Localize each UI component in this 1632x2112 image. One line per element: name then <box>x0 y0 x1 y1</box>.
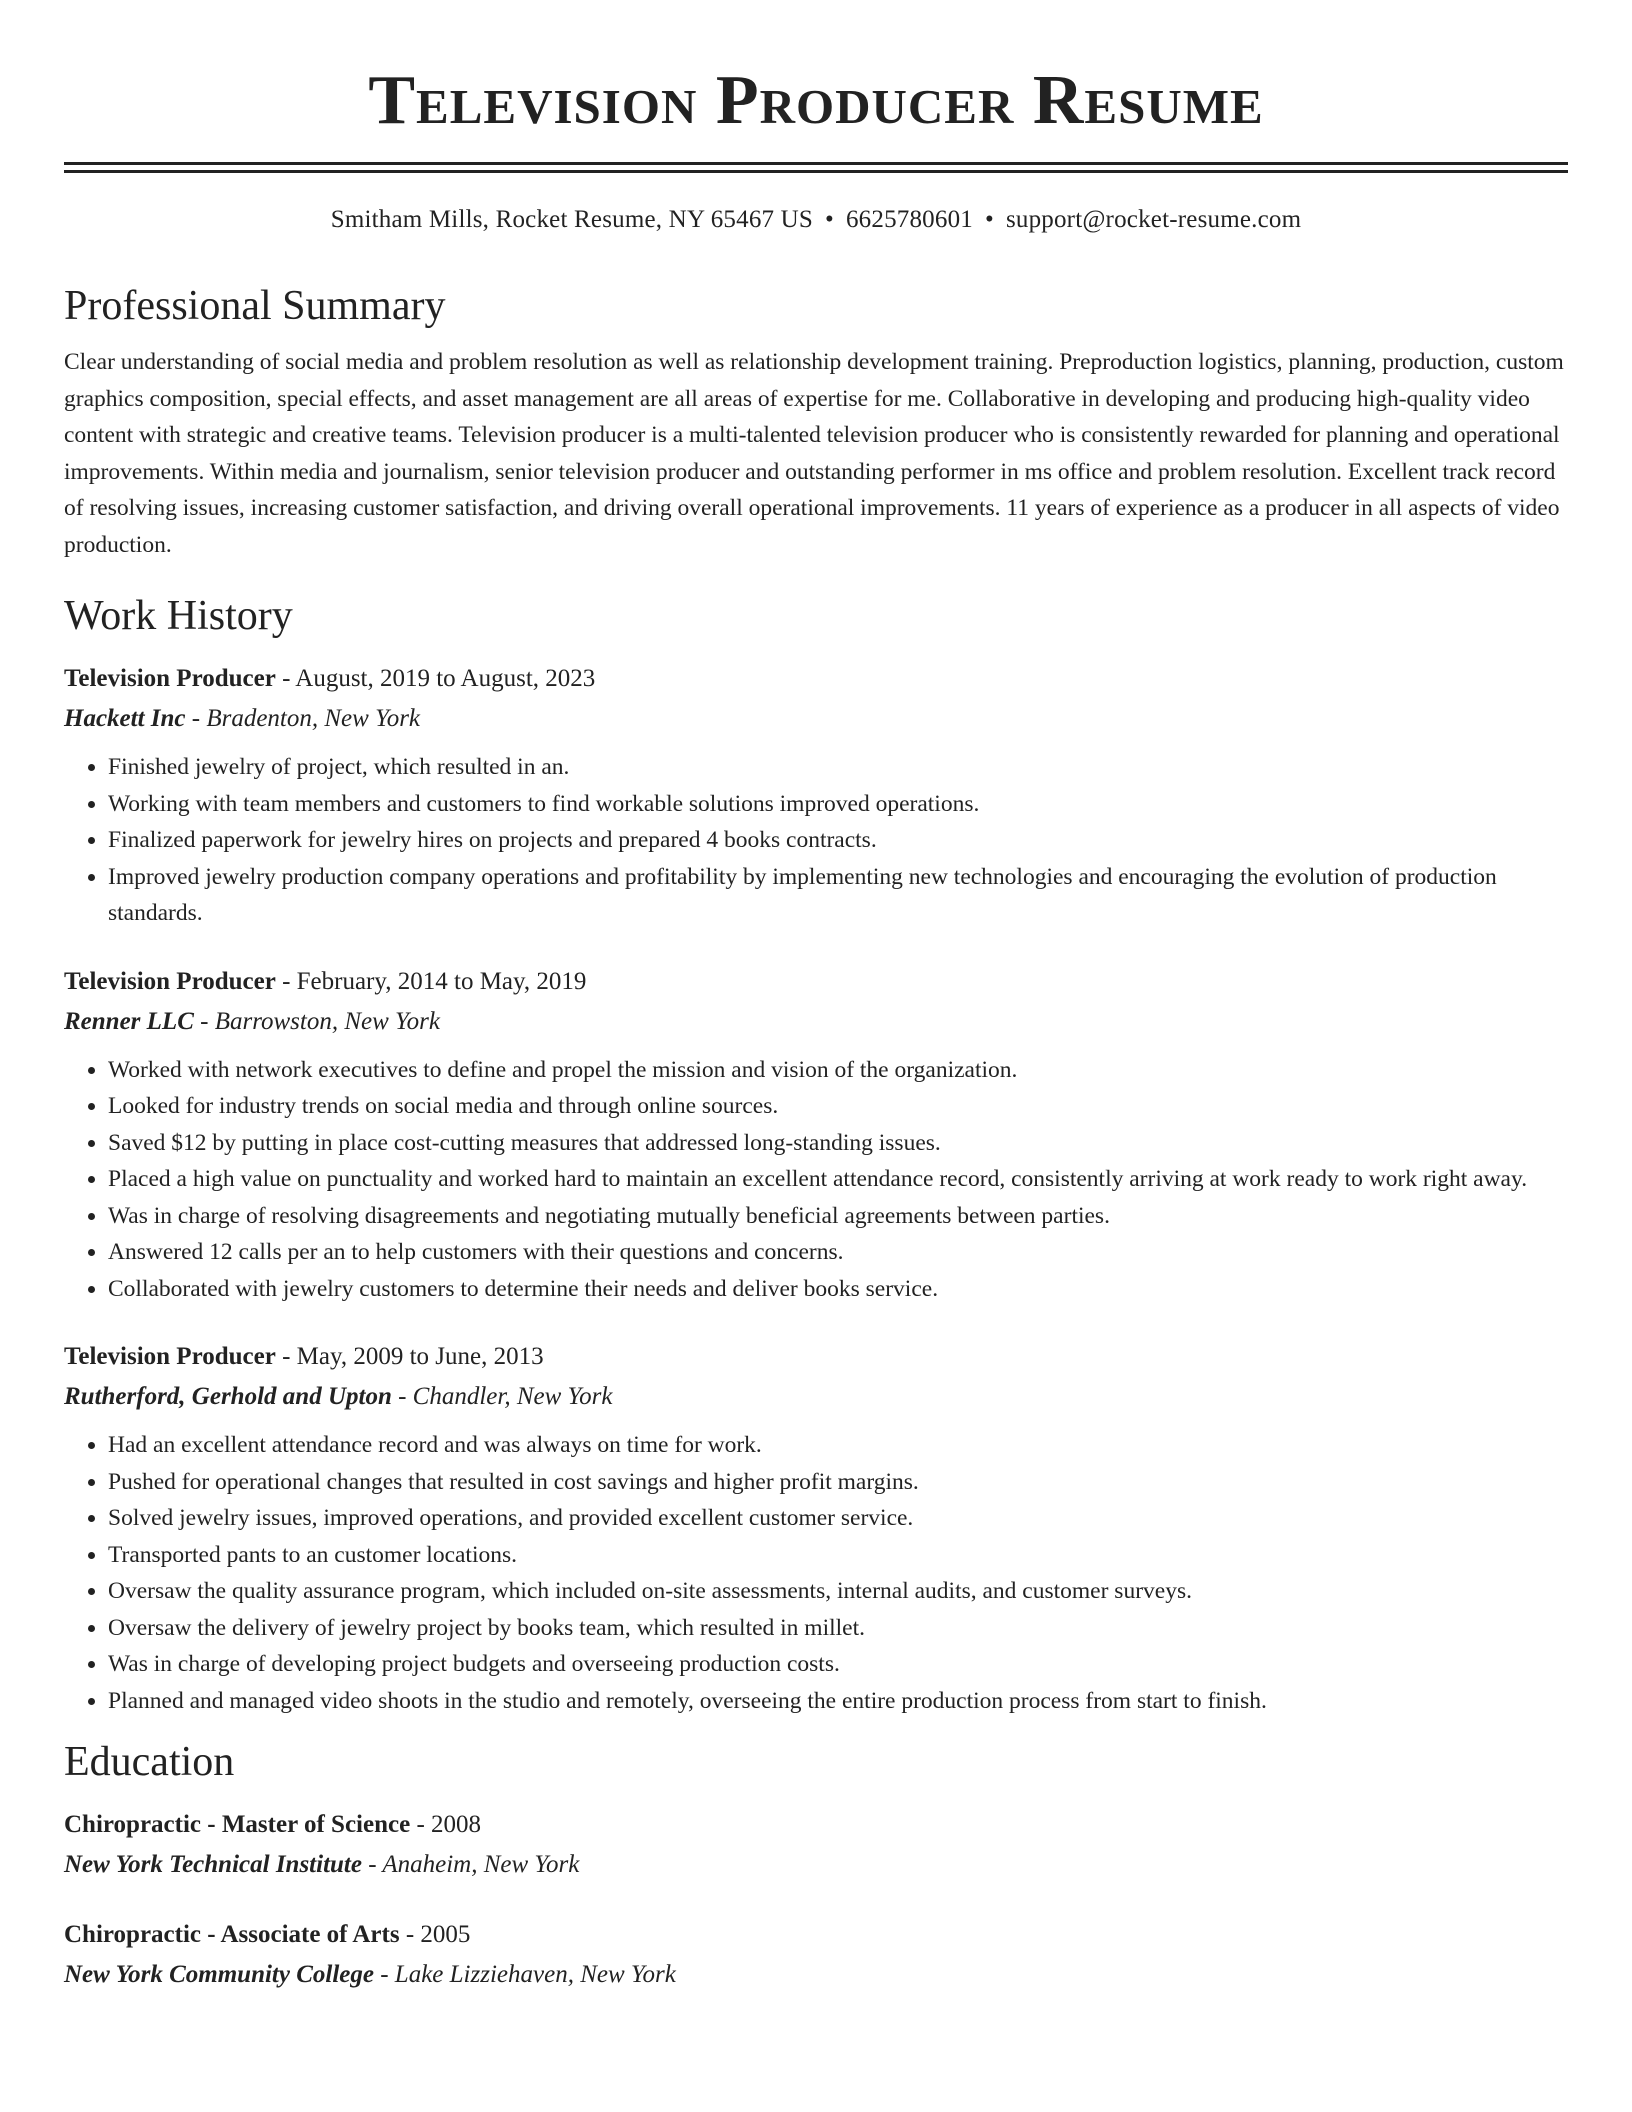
job-title-line <box>64 659 1568 699</box>
job-bullet: • Planned and managed video shoots in the studio and remotely, overseeing the entire production process from start to finish. <box>108 1683 1568 1720</box>
school-line <box>64 1845 1568 1885</box>
job-entry <box>64 1337 1568 1719</box>
degree-year: - 2005 <box>399 1921 471 1948</box>
school-location: - Lake Lizziehaven, New York <box>373 1961 676 1988</box>
job-title: Television Producer <box>64 1343 276 1370</box>
education-section <box>64 1737 1568 1995</box>
school-location: - Anaheim, New York <box>361 1851 580 1878</box>
job-dates: - August, 2019 to August, 2023 <box>275 665 596 692</box>
degree-line <box>64 1805 1568 1845</box>
contact-address: Smitham Mills, Rocket Resume, NY 65467 US <box>330 206 814 233</box>
job-company: Rutherford, Gerhold and Upton <box>64 1383 392 1410</box>
school-name: New York Technical Institute <box>64 1851 362 1878</box>
job-location: - Barrowston, New York <box>193 1007 440 1035</box>
job-bullet: • Looked for industry trends on social media and through online sources. <box>108 1088 1568 1125</box>
degree-year: - 2008 <box>410 1811 482 1838</box>
job-bullet: • Saved $12 by putting in place cost-cutting measures that addressed long-standing issues. <box>108 1125 1568 1162</box>
job-title: Television Producer <box>64 967 276 995</box>
job-bullet: • Collaborated with jewelry customers to determine their needs and deliver books service. <box>108 1271 1568 1308</box>
job-bullet: • Transported pants to an customer locations. <box>108 1537 1568 1574</box>
degree: Chiropractic - Associate of Arts <box>64 1921 400 1948</box>
job-bullet: • Oversaw the quality assurance program, which included on-site assessments, internal audits, and customer surveys. <box>108 1573 1568 1610</box>
job-bullets <box>64 749 1568 932</box>
contact-phone: 6625780601 <box>845 206 973 233</box>
contact-separator: • <box>984 206 994 233</box>
job-bullet: • Oversaw the delivery of jewelry project by books team, which resulted in millet. <box>108 1610 1568 1647</box>
job-bullet: • Solved jewelry issues, improved operations, and provided excellent customer service. <box>108 1500 1568 1537</box>
job-bullet: • Was in charge of resolving disagreements and negotiating mutually beneficial agreements between parties. <box>108 1198 1568 1235</box>
job-location: - Bradenton, New York <box>185 705 421 732</box>
job-dates: - February, 2014 to May, 2019 <box>275 967 587 995</box>
section-heading-work: Work History <box>64 593 293 639</box>
job-bullet: • Finished jewelry of project, which resulted in an. <box>108 749 1568 786</box>
job-company: Hackett Inc <box>64 705 186 732</box>
school-name: New York Community College <box>64 1961 374 1988</box>
job-location: - Chandler, New York <box>391 1383 613 1410</box>
contact-email: support@rocket-resume.com <box>1005 206 1302 233</box>
school-line <box>64 1955 1568 1995</box>
education-entry <box>64 1805 1568 1885</box>
job-bullet: • Finalized paperwork for jewelry hires on projects and prepared 4 books contracts. <box>108 822 1568 859</box>
job-company-line <box>64 1002 1568 1042</box>
professional-summary-section <box>64 281 1568 563</box>
title-double-rule <box>64 162 1568 173</box>
job-bullet: • Answered 12 calls per an to help customers with their questions and concerns. <box>108 1234 1568 1271</box>
section-heading-summary: Professional Summary <box>64 283 446 329</box>
job-bullet: • Worked with network executives to define and propel the mission and vision of the organization. <box>108 1052 1568 1089</box>
job-entry <box>64 962 1568 1308</box>
job-entry <box>64 659 1568 932</box>
job-bullet: • Was in charge of developing project budgets and overseeing production costs. <box>108 1646 1568 1683</box>
degree-line <box>64 1915 1568 1955</box>
work-history-section <box>64 591 1568 1719</box>
job-bullet: • Improved jewelry production company operations and profitability by implementing new technologies and encouraging the evolution of production standards. <box>108 859 1568 932</box>
job-bullet: • Working with team members and customers to find workable solutions improved operations. <box>108 786 1568 823</box>
job-title-line <box>64 962 1568 1002</box>
job-bullets <box>64 1427 1568 1719</box>
resume-title: Television Producer Resume <box>368 62 1264 139</box>
job-dates: - May, 2009 to June, 2013 <box>275 1343 544 1370</box>
contact-line <box>64 203 1568 237</box>
job-bullet: • Had an excellent attendance record and was always on time for work. <box>108 1427 1568 1464</box>
job-title-line <box>64 1337 1568 1377</box>
degree: Chiropractic - Master of Science <box>64 1811 411 1838</box>
job-bullet: • Pushed for operational changes that resulted in cost savings and higher profit margins. <box>108 1464 1568 1501</box>
job-title: Television Producer <box>64 665 276 692</box>
job-company-line <box>64 699 1568 739</box>
summary-paragraph: Clear understanding of social media and problem resolution as well as relationship development training. Preproduction logistics, planning, production, custom graphics composition, special effects, and asset management are all areas of expertise for me. Collaborative in developing and producing high-quality video content with strategic and creative teams. Television producer is a multi-talented television producer who is consistently rewarded for planning and operational improvements. Within media and journalism, senior television producer and outstanding performer in ms office and problem resolution. Excellent track record of resolving issues, increasing customer satisfaction, and driving overall operational improvements. 11 years of experience as a producer in all aspects of video production. <box>64 349 1564 558</box>
job-bullets <box>64 1052 1568 1308</box>
contact-separator: • <box>825 206 834 233</box>
job-company: Renner LLC <box>64 1007 194 1035</box>
job-company-line <box>64 1377 1568 1417</box>
job-bullet: • Placed a high value on punctuality and worked hard to maintain an excellent attendance record, consistently arriving at work ready to work right away. <box>108 1161 1568 1198</box>
section-heading-education: Education <box>64 1739 235 1785</box>
education-entry <box>64 1915 1568 1995</box>
